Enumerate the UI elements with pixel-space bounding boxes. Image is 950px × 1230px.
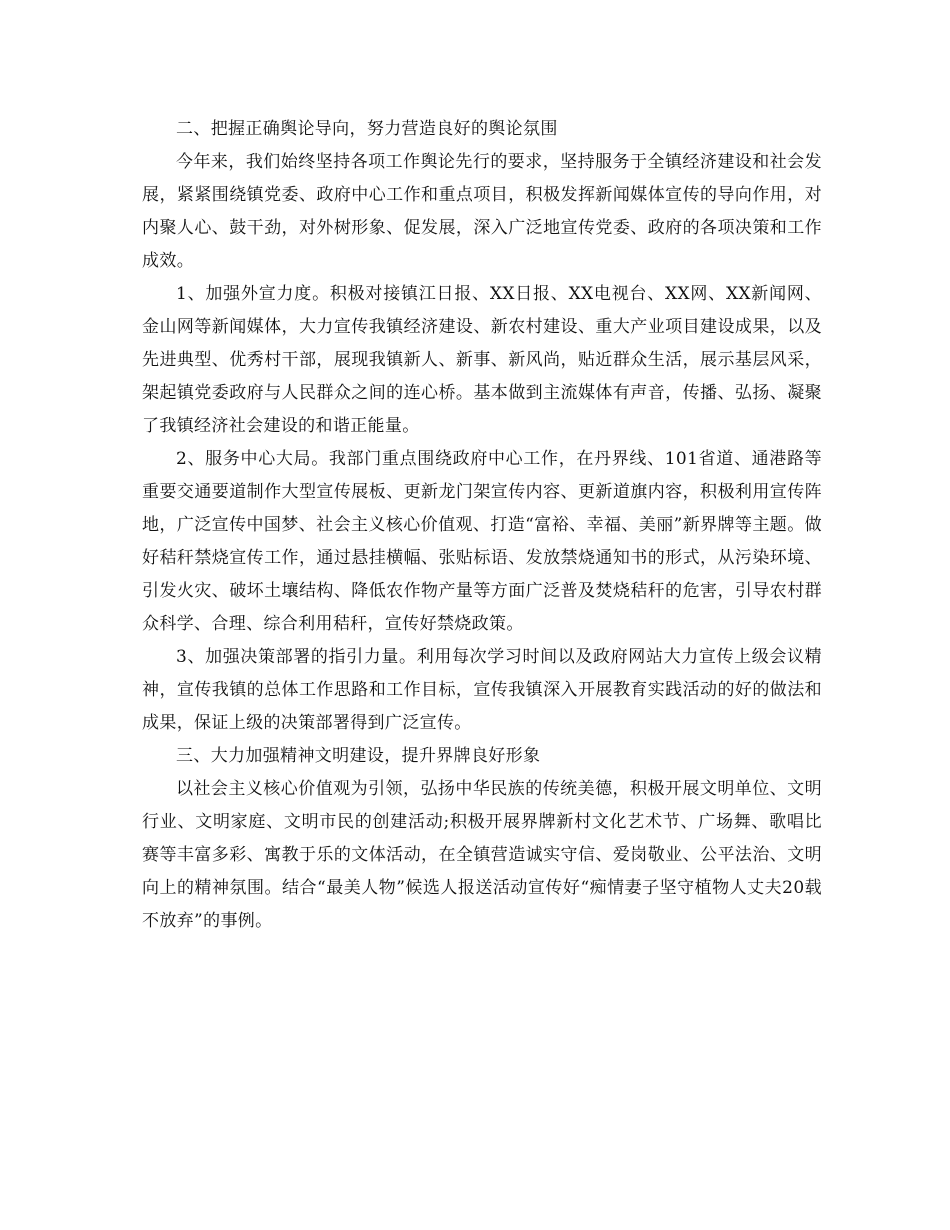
paragraph-item-1: 1、加强外宣力度。积极对接镇江日报、XX日报、XX电视台、XX网、XX新闻网、金山网等新闻媒体，大力宣传我镇经济建设、新农村建设、重大产业项目建设成果，以及先进典型、优秀村干部，展现我镇新人、新事、新风尚，贴近群众生活，展示基层风采，架起镇党委政府与人民群众之间的连心桥。基本做到主流媒体有声音，传播、弘扬、凝聚了我镇经济社会建设的和谐正能量。 (142, 284, 822, 436)
paragraph-civilization: 以社会主义核心价值观为引领，弘扬中华民族的传统美德，积极开展文明单位、文明行业、文明家庭、文明市民的创建活动;积极开展界牌新村文化艺术节、广场舞、歌唱比赛等丰富多彩、寓教于乐的文体活动，在全镇营造诚实守信、爱岗敬业、公平法治、文明向上的精神氛围。结合“最美人物”候选人报送活动宣传好“痴情妻子坚守植物人丈夫20载不放弃”的事例。 (142, 779, 822, 931)
document-body (142, 113, 822, 938)
section-heading-3: 三、大力加强精神文明建设，提升界牌良好形象 (176, 746, 541, 766)
section-heading-2: 二、把握正确舆论导向，努力营造良好的舆论氛围 (176, 119, 558, 139)
paragraph-item-2: 2、服务中心大局。我部门重点围绕政府中心工作，在丹界线、101省道、通港路等重要交通要道制作大型宣传展板、更新龙门架宣传内容、更新道旗内容，积极利用宣传阵地，广泛宣传中国梦、社会主义核心价值观、打造“富裕、幸福、美丽”新界牌等主题。做好秸秆禁烧宣传工作，通过悬挂横幅、张贴标语、发放禁烧通知书的形式，从污染环境、引发火灾、破坏土壤结构、降低农作物产量等方面广泛普及焚烧秸秆的危害，引导农村群众科学、合理、综合利用秸秆，宣传好禁烧政策。 (142, 449, 822, 634)
paragraph-intro: 今年来，我们始终坚持各项工作舆论先行的要求，坚持服务于全镇经济建设和社会发展，紧紧围绕镇党委、政府中心工作和重点项目，积极发挥新闻媒体宣传的导向作用，对内聚人心、鼓干劲，对外树形象、促发展，深入广泛地宣传党委、政府的各项决策和工作成效。 (142, 152, 822, 271)
paragraph-item-3: 3、加强决策部署的指引力量。利用每次学习时间以及政府网站大力宣传上级会议精神，宣传我镇的总体工作思路和工作目标，宣传我镇深入开展教育实践活动的好的做法和成果，保证上级的决策部署得到广泛宣传。 (142, 647, 822, 733)
